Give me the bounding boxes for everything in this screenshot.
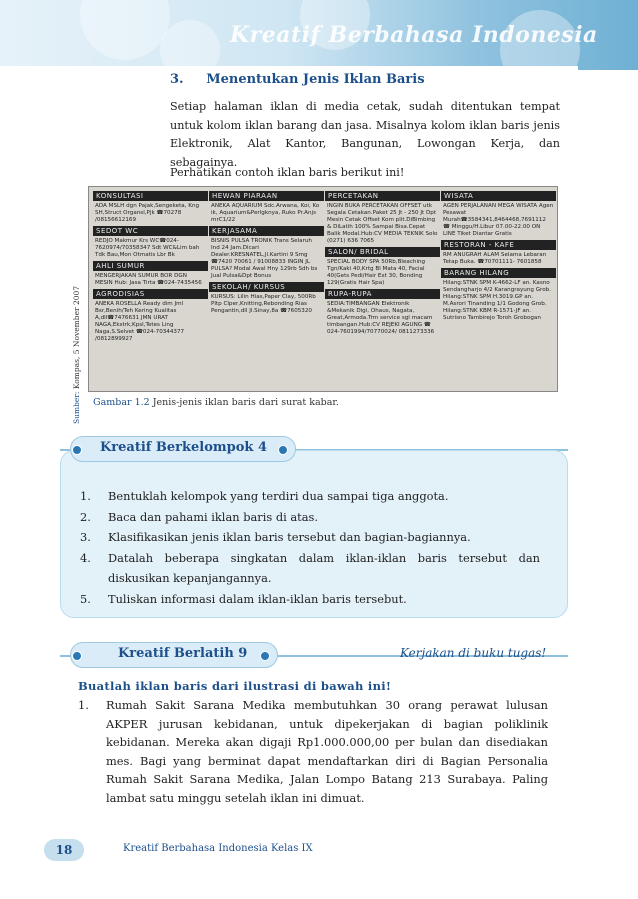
bullet-dot-icon xyxy=(72,445,82,455)
ad-column xyxy=(209,189,324,389)
ad-column xyxy=(441,189,556,389)
figure-caption xyxy=(93,397,339,408)
ad-text: SPECIAL BODY SPA 50Rb,Bleaching Tgn/Kaki 40,Krtg Bl Mata 40, Facial 40(Gets Pedi/Hair Ext 30, Bonding 129(Gratis Hair Spa) xyxy=(327,259,426,286)
ad-text: INGIN BUKA PERCETAKAN OFFSET utk Segala Cetakan.Paket 25 Jt - 250 Jt Dpt Mesin Cetak Offset Kom plit.DiBimbing & DiLatih 100% Sampai Bisa.Cepat Balik Modal.Hub:CV MEDIA TEKNIK Solo (0271) 636 7065 xyxy=(327,203,438,244)
caption-label: Gambar 1.2 xyxy=(93,397,150,408)
classified-ads-image xyxy=(88,186,558,392)
bullet-dot-icon xyxy=(260,651,270,661)
ad-category-header: AHLI SUMUR xyxy=(93,261,208,271)
list-item-number: 1. xyxy=(80,489,91,503)
practice-title: Kreatif Berlatih 9 xyxy=(118,646,248,661)
source-text: Kompas, 5 November 2007 xyxy=(72,285,81,390)
list-item-number: 4. xyxy=(80,550,91,565)
ad-category-header: RESTORAN - KAFE xyxy=(441,240,556,250)
section-title-text: Menentukan Jenis Iklan Baris xyxy=(206,72,425,87)
list-item xyxy=(80,527,540,548)
figure-source xyxy=(72,286,81,424)
practice-item-text: Rumah Sakit Sarana Medika membutuhkan 30 orang perawat lulusan AKPER jurusan kebidanan, untuk dipekerjakan di bagian poliklinik kebidanan. Mereka akan digaji Rp1.000.000,00 per bulan dan disediakan mes. Bagi yang berminat dapat mendaftarkan diri di Bagian Personalia Rumah Sakit Sarana Medika, Jalan Lompo Batang 213 Surabaya. Paling lambat satu minggu setelah iklan ini dimuat. xyxy=(106,698,548,805)
header-band xyxy=(0,0,638,70)
ad-column xyxy=(93,189,208,389)
ad-text: SEDIA:TIMBANGAN Elektronik &Mekanik Digi, Ohaus, Nagata, Great,Armoda.Trm service sgl macam timbangan.Hub:CV REJEKI AGUNG ☎ 024-7601994/70770024/ 0811273336 xyxy=(327,301,435,335)
section-title xyxy=(170,72,425,87)
bullet-dot-icon xyxy=(278,445,288,455)
list-item-number: 3. xyxy=(80,530,91,544)
ad-text: ANEKA AQUARIUM Sdc.Arwana, Koi, Ko ik, Aquarium&Perlgknya, Ruko Pr.Anjs mrC1/22 xyxy=(211,203,320,223)
bullet-dot-icon xyxy=(72,651,82,661)
list-item-text: Datalah beberapa singkatan dalam iklan-iklan baris tersebut dan diskusikan kepanjangannya. xyxy=(108,550,540,585)
ad-text: ANEKA ROSELLA Ready dim Jml Bsr,Benih/Teh Kering Kualitas A,dll☎7476631 JMN URAT NAGA,Ekstrk,Kpsl,Tetes Ling Naga,S.Selvet ☎024-70344377 /0812899927 xyxy=(95,301,185,342)
ad-category-header: SEDOT WC xyxy=(93,226,208,236)
ad-text: ADA MSLH dgn Pajak,Sengeketa, Kng SH,Struct Organsl,Pjk ☎70278 /08156612169 xyxy=(95,203,200,223)
practice-instruction: Buatlah iklan baris dari ilustrasi di bawah ini! xyxy=(78,679,392,693)
group-task-title: Kreatif Berkelompok 4 xyxy=(100,440,267,455)
practice-note: Kerjakan di buku tugas! xyxy=(400,646,547,660)
ad-category-header: AGRODISIAS xyxy=(93,289,208,299)
ad-text: Hilang:STNK SPM K-4662-LF an. Kasno Sendangharjo 4/2 Karangrayung Grob. Hilang:STNK SPM H.3019.GP an. M.Asrori Tinanding 1/1 Godong Grob. Hilang:STNK KBM R-1571-JF an. Sutrisno Tambirejo Toroh Grobogan xyxy=(443,280,551,321)
section-paragraph: Setiap halaman iklan di media cetak, sudah ditentukan tempat untuk kolom iklan barang dan jasa. Misalnya kolom iklan baris jenis Elektronik, Alat Kantor, Bangunan, Lowongan Kerja, dan sebagainya. xyxy=(170,100,560,169)
ad-text: MENGERJAKAN SUMUR BOR DGN MESIN Hub: Jasa Tirta ☎024-7435456 xyxy=(95,273,202,286)
source-label: Sumber: xyxy=(72,391,81,424)
list-item xyxy=(80,486,540,507)
section-paragraph-2: Perhatikan contoh iklan baris berikut ini! xyxy=(170,166,405,179)
list-item-text: Klasifikasikan jenis iklan baris tersebut dan bagian-bagiannya. xyxy=(108,530,471,544)
ad-category-header: BARANG HILANG xyxy=(441,268,556,278)
book-header-title: Kreatif Berbahasa Indonesia xyxy=(230,22,598,48)
practice-item xyxy=(78,696,548,807)
ad-category-header: PERCETAKAN xyxy=(325,191,440,201)
ad-category-header: KONSULTASI xyxy=(93,191,208,201)
ad-text: AGEN PERJALANAN MEGA WISATA Agen Pesawat Murah☎3584341,8464468,7691112 ☎ Minggu/H.Libur 07.00-22.00 ON LINE Tiket Diantar Gratis xyxy=(443,203,554,237)
ad-category-header: SALON/ BRIDAL xyxy=(325,247,440,257)
ad-column xyxy=(325,189,440,389)
list-item xyxy=(80,507,540,528)
ad-category-header: KERJASAMA xyxy=(209,226,324,236)
ad-text: KURSUS: Lilin Hias,Paper Clay, 500Rb Pltp Clper,Knitting,Rebonding Rias Pengantin,dll Jl.Sinay,8a ☎7605320 xyxy=(211,294,316,314)
list-item xyxy=(80,589,540,610)
caption-text: Jenis-jenis iklan baris dari surat kabar. xyxy=(152,397,339,408)
ad-category-header: SEKOLAH/ KURSUS xyxy=(209,282,324,292)
list-item xyxy=(80,548,540,589)
ad-category-header: HEWAN PIARAAN xyxy=(209,191,324,201)
list-item-text: Tuliskan informasi dalam iklan-iklan baris tersebut. xyxy=(108,591,407,606)
ad-category-header: WISATA xyxy=(441,191,556,201)
ad-text: REDJO Makmur Krs WC☎024-7620974/70358347 Sdt WC&Lim bah Tdk Bau,Mon Otmatis Lbr Bk xyxy=(95,238,200,258)
ad-category-header: RUPA-RUPA xyxy=(325,289,440,299)
list-item-number: 5. xyxy=(80,591,91,606)
ad-text: BISNIS PULSA TRONIK Trans Selaruh Ind 24 Jam.Dicari Dealer.KRESNATEL,Jl.Kartini 9 Smg ☎7420 70061 / 91008833 INGIN JL PULSA? Modal Awal Hny 129rb Sdh bs Jual Pulsa&Dpt Bonus xyxy=(211,238,318,279)
ad-text: RM ANUGRAH ALAM Selama Lebaran Tetap Buka. ☎70701111- 7601858 xyxy=(443,252,547,265)
list-item-number: 2. xyxy=(80,509,91,524)
decorative-circle xyxy=(80,0,170,60)
list-item-text: Bentuklah kelompok yang terdiri dua sampai tiga anggota. xyxy=(108,489,449,503)
footer-book-title: Kreatif Berbahasa Indonesia Kelas IX xyxy=(123,843,313,854)
list-item-text: Baca dan pahami iklan baris di atas. xyxy=(108,509,319,524)
group-task-list xyxy=(80,486,540,609)
practice-item-number: 1. xyxy=(78,698,89,712)
page-number: 18 xyxy=(44,839,84,861)
section-number: 3. xyxy=(170,72,184,87)
